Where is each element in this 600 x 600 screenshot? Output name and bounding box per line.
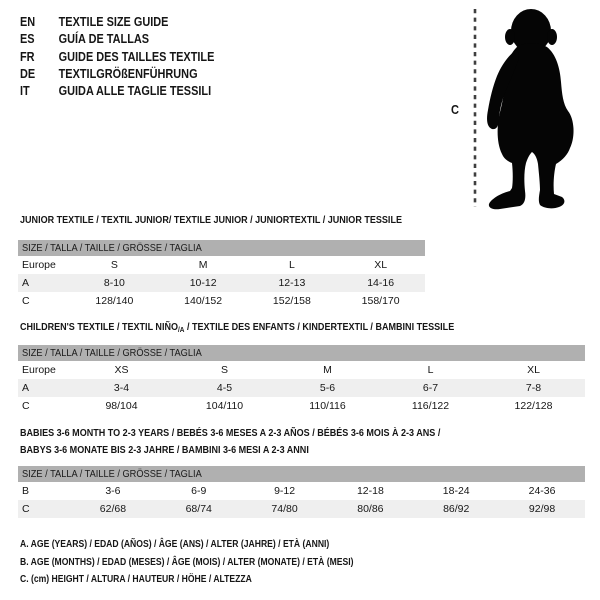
size-cell: M [198,259,208,271]
size-cell: M [323,364,332,376]
baby-ear-left [505,29,515,45]
age-cell: 5-6 [319,382,336,394]
size-cell: XL [374,259,388,271]
size-cell: L [288,259,295,271]
children-title-main: CHILDREN'S TEXTILE / TEXTIL NIÑO [20,321,179,333]
language-title-list [20,13,251,99]
table-row-europe [18,256,425,274]
row-label: C [22,400,30,412]
size-header-bar [18,345,585,361]
junior-size-table [18,240,425,310]
age-cell: 12-13 [278,277,306,289]
table-row-height [18,397,585,415]
size-cell: S [220,364,228,376]
height-cell: 92/98 [528,503,556,515]
footnote-legend [20,536,408,589]
size-header-text: SIZE / TALLA / TAILLE / GRÖSSE / TAGLIA [22,242,202,254]
height-cell: 74/80 [271,503,298,515]
size-cell: XL [527,364,540,376]
age-cell: 9-12 [274,485,296,497]
table-row-height [18,292,425,310]
height-cell: 98/104 [105,400,138,412]
language-code: ES [20,31,35,47]
babies-table-title [20,425,440,458]
footnote-age-months: B. AGE (MONTHS) / EDAD (MESES) / ÂGE (MOIS) / ALTER (MONATE) / ETÀ (MESI) [20,556,354,568]
age-cell: 8-10 [103,277,125,289]
language-row-it [20,82,214,99]
age-cell: 3-4 [113,382,130,394]
size-cell: L [427,364,434,376]
children-size-table [18,345,585,415]
table-row-height [18,500,585,518]
size-header-bar [18,240,425,256]
row-label: Europe [22,364,56,376]
height-cell: 68/74 [185,503,212,515]
height-cell: 158/170 [361,295,400,307]
babies-title-line1: BABIES 3-6 MONTH TO 2-3 YEARS / BEBÉS 3-6 MESES A 2-3 AÑOS / BÉBÉS 3-6 MOIS À 2-3 ANS / [20,427,441,439]
height-measure-label: C [451,102,459,117]
language-row-en [20,13,214,30]
height-cell: 128/140 [95,295,134,307]
height-cell: 86/92 [443,503,470,515]
language-row-de [20,65,214,82]
baby-silhouette-figure [445,5,590,217]
guide-title-en: TEXTILE SIZE GUIDE [58,14,169,30]
table-row-age [18,379,585,397]
language-row-fr [20,48,214,65]
age-cell: 12-18 [356,485,384,497]
language-row-es [20,30,214,47]
language-code: DE [20,66,36,82]
age-cell: 10-12 [189,277,217,289]
height-cell: 80/86 [357,503,384,515]
size-header-text: SIZE / TALLA / TAILLE / GRÖSSE / TAGLIA [22,468,202,480]
guide-title-fr: GUIDE DES TAILLES TEXTILE [58,48,215,64]
footnote-height-cm: C. (cm) HEIGHT / ALTURA / HAUTEUR / HÖHE / ALTEZZA [20,574,252,585]
table-row-age-months [18,482,585,500]
footnote-age-years: A. AGE (YEARS) / EDAD (AÑOS) / ÂGE (ANS) / ALTER (JAHRE) / ETÀ (ANNI) [20,539,330,550]
age-cell: 24-36 [528,485,556,497]
size-cell: XS [114,364,129,376]
guide-title-it: GUIDA ALLE TAGLIE TESSILI [58,83,212,99]
row-label: C [22,503,30,515]
guide-title-de: TEXTILGRÖßENFÜHRUNG [58,66,198,82]
table-row-age [18,274,425,292]
size-header-bar [18,466,585,482]
row-label: B [22,485,30,497]
row-label: A [22,277,30,289]
height-cell: 140/152 [184,295,223,307]
height-cell: 122/128 [514,400,553,412]
height-cell: 110/116 [309,400,346,412]
language-code: EN [20,14,36,30]
height-cell: 152/158 [272,295,311,307]
baby-silhouette [487,9,573,209]
height-cell: 104/110 [205,400,244,412]
size-header-text: SIZE / TALLA / TAILLE / GRÖSSE / TAGLIA [22,347,202,359]
height-cell: 62/68 [99,503,127,515]
age-cell: 6-7 [422,382,439,394]
age-cell: 14-16 [367,277,395,289]
row-label: C [22,295,30,307]
table-row-europe [18,361,585,379]
language-code: FR [20,48,35,64]
age-cell: 3-6 [105,485,121,497]
babies-title-line2: BABYS 3-6 MONATE BIS 2-3 JAHRE / BAMBINI 3-6 MESI A 2-3 ANNI [20,443,309,456]
age-cell: 6-9 [191,485,207,497]
junior-table-title: JUNIOR TEXTILE / TEXTIL JUNIOR/ TEXTILE JUNIOR / JUNIORTEXTIL / JUNIOR TESSILE [20,214,402,226]
height-measure-figure [445,5,590,217]
age-cell: 4-5 [216,382,233,394]
children-title-subscript: /A [178,325,185,334]
size-cell: S [110,259,118,271]
row-label: Europe [22,259,56,271]
children-title-rest: / TEXTILE DES ENFANTS / KINDERTEXTIL / BAMBINI TESSILE [184,321,455,333]
age-cell: 7-8 [525,382,542,394]
age-cell: 18-24 [442,485,470,497]
row-label: A [22,382,30,394]
baby-ear-right [547,29,557,45]
guide-title-es: GUÍA DE TALLAS [58,31,150,47]
height-cell: 116/122 [411,400,450,412]
children-table-title [20,319,454,339]
language-code: IT [20,83,30,99]
babies-size-table [18,466,585,518]
